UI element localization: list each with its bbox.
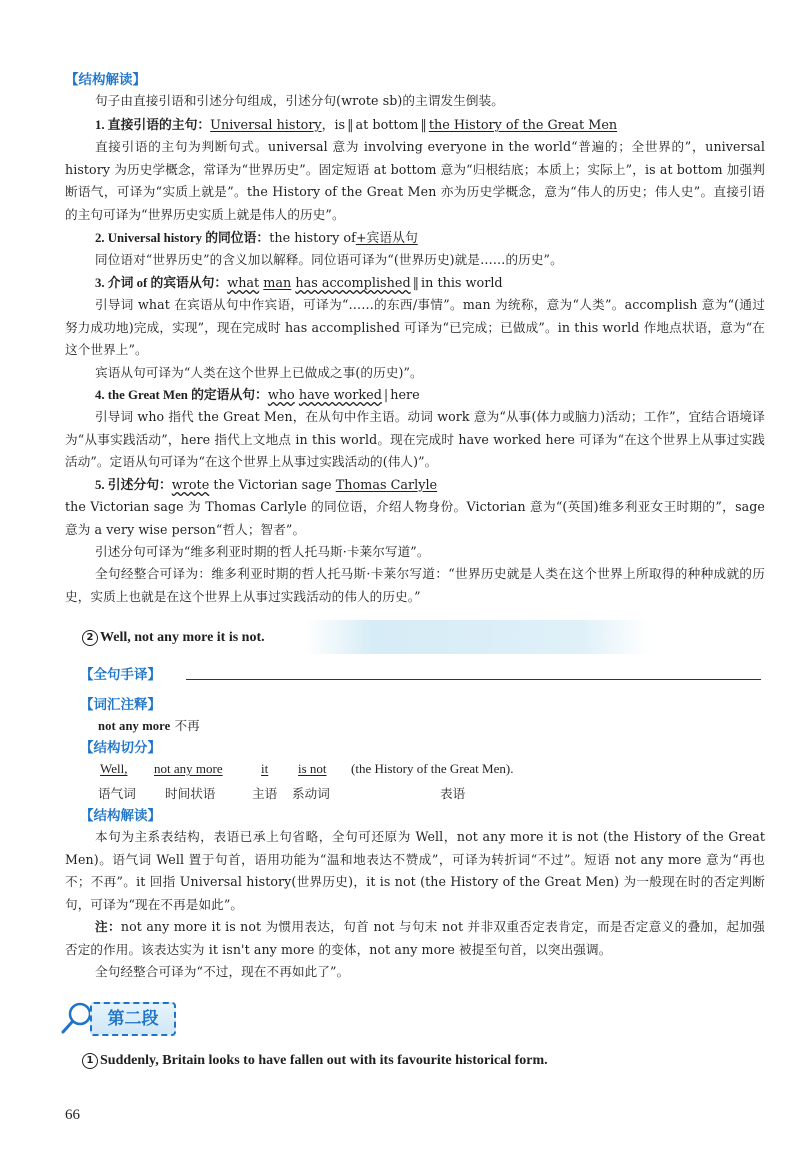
intro-text: 句子由直接引语和引述分句组成，引述分句(wrote sb)的主谓发生倒装。	[95, 93, 504, 108]
section-tag	[60, 998, 200, 1038]
vocab-entry: not any more 不再	[98, 718, 200, 733]
analysis-2-full: 全句经整合可译为“不过，现在不再如此了”。	[95, 964, 350, 979]
label-linking-verb: 系动词	[292, 786, 330, 801]
label-predicative: 表语	[440, 786, 466, 801]
vocab-header: 【词汇注释】	[80, 697, 161, 713]
sentence-3: 1 Suddenly, Britain looks to have fallen out with its favourite historical form.	[82, 1050, 782, 1072]
item3-heading: 3. 介词 of 的宾语从句：what man has accomplished ‖ in this world	[95, 276, 503, 291]
item4-body: 引导词 who 指代 the Great Men，在从句中作主语。动词 work 意为“从事(体力或脑力)活动；工作”，宜结合语境译为“从事实践活动”，here 指代上文地点 in this world。现在完成时 have worked here 可译为“在这个世界上从事过实践活动”。定语从句可译为“在这个世界上从事过实践活动的(伟人)”。	[65, 409, 765, 469]
analysis-2-note: 注：not any more it is not 为惯用表达，句首 not 与句末 not 并非双重否定表肯定，而是否定意义的叠加，起加强否定的作用。该表达实为 it isn't any more 的变体，not any more 被提至句首，以突出强调。	[65, 919, 766, 957]
item5-body: the Victorian sage 为 Thomas Carlyle 的同位语，介绍人物身份。Victorian 意为“(英国)维多利亚女王时期的”，sage 意为 a very wise person“哲人；智者”。	[65, 499, 765, 537]
analysis-2-body: 本句为主系表结构，表语已承上句省略，全句可还原为 Well，not any more it is not (the History of the Great Men)。语气词 Well 置于句首，语用功能为“温和地表达不赞成”，可译为转折词“不过”。短语 not any more 意为“再也不；不再”。it 回指 Universal history(世界历史)，it is not (the History of the Great Men) 为一般现在时的否定判断句，可译为“现在不再是如此”。	[65, 829, 765, 912]
split-it: it	[261, 761, 269, 776]
label-time-adverbial: 时间状语	[165, 786, 216, 801]
item5-heading: 5. 引述分句：wrote the Victorian sage Thomas Carlyle	[95, 478, 438, 493]
translation-blank-line[interactable]	[186, 679, 761, 680]
magnifier-icon	[60, 1000, 94, 1036]
full-translation-label: 【全句手译】	[80, 667, 161, 683]
structure-analysis-header-2: 【结构解读】	[80, 808, 161, 824]
item1-heading: 1. 直接引语的主句：Universal history，is ‖ at bottom ‖ the History of the Great Men	[95, 118, 618, 133]
item2-body: 同位语对“世界历史”的含义加以解释。同位语可译为“(世界历史)就是……的历史”。	[95, 252, 563, 267]
label-subject: 主语	[252, 786, 278, 801]
item2-heading: 2. Universal history 的同位语：the history of+宾语从句	[95, 231, 418, 246]
split-predicative: (the History of the Great Men).	[351, 761, 514, 776]
item5-translation: 引述分句可译为“维多利亚时期的哲人托马斯·卡莱尔写道”。	[95, 544, 430, 559]
item4-heading: 4. the Great Men 的定语从句：who have worked | here	[95, 388, 420, 403]
section-tag-label: 第二段	[90, 1002, 176, 1036]
item1-body: 直接引语的主句为判断句式。universal 意为 involving everyone in the world“普遍的；全世界的”，universal history 为历史学概念，常译为“世界历史”。固定短语 at bottom 意为“归根结底；本质上；实际上”，is at bottom 加强判断语气，可译为“实质上就是”。the History of the Great Men 亦为历史学概念，意为“伟人的历史；伟人史”。直接引语的主句可译为“世界历史实质上就是伟人的历史”。	[65, 139, 765, 222]
item3-body: 引导词 what 在宾语从句中作宾语，可译为“……的东西/事情”。man 为统称，意为“人类”。accomplish 意为“(通过努力成功地)完成，实现”，现在完成时 has accomplished 可译为“已完成；已做成”。in this world 作地点状语，意为“在这个世界上”。	[65, 297, 765, 357]
sentence-2: 2 Well, not any more it is not.	[82, 627, 782, 649]
full-translation-1: 全句经整合可译为：维多利亚时期的哲人托马斯·卡莱尔写道：“世界历史就是人类在这个世界上所取得的种种成就的历史，实质上也就是在这个世界上从事过实践活动的伟人的历史。”	[65, 566, 765, 604]
circled-number: 1	[82, 1053, 98, 1069]
item3-translation: 宾语从句可译为“人类在这个世界上已做成之事(的历史)”。	[95, 365, 423, 380]
label-modal: 语气词	[98, 786, 136, 801]
split-well: Well,	[100, 761, 128, 776]
circled-number: 2	[82, 630, 98, 646]
split-is-not: is not	[298, 761, 327, 776]
structure-split-header: 【结构切分】	[80, 740, 161, 756]
split-not-any-more: not any more	[154, 761, 223, 776]
structure-analysis-header: 【结构解读】	[65, 72, 146, 88]
page-number: 66	[65, 1107, 80, 1123]
